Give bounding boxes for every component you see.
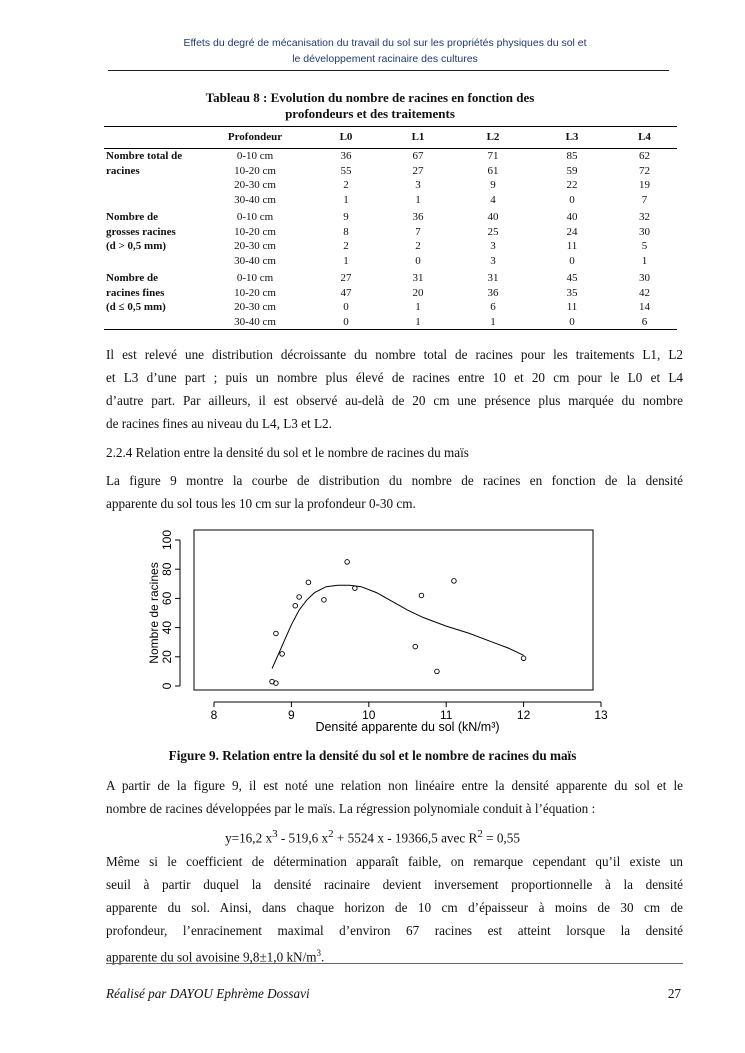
value-cell: 40 — [487, 211, 499, 223]
table-row — [104, 268, 677, 286]
value-cell: 20 — [412, 286, 424, 299]
value-cell: 8 — [343, 225, 349, 238]
group-label: (d ≤ 0,5 mm) — [106, 301, 166, 313]
value-cell: 36 — [340, 150, 352, 162]
value-cell: 1 — [415, 301, 421, 313]
group-label: Nombre total de — [106, 150, 183, 162]
value-cell: 67 — [412, 150, 424, 162]
table-group-total — [104, 149, 677, 208]
text-line: de racines fines au niveau du L4, L3 et L2. — [106, 416, 332, 431]
table-group-fine — [104, 268, 677, 330]
value-cell: 0 — [310, 315, 382, 330]
data-point — [297, 595, 302, 600]
value-cell: 3 — [490, 254, 496, 267]
x-axis-label: Densité apparente du sol (kN/m³) — [315, 720, 500, 734]
value-cell: 3 — [415, 179, 421, 191]
value-cell: 35 — [566, 286, 578, 299]
depth-cell: 30-40 cm — [234, 254, 276, 267]
depth-cell: 10-20 cm — [234, 286, 276, 299]
data-point — [413, 644, 418, 649]
text-line: apparente du sol tous les 10 cm sur la profondeur 0-30 cm. — [106, 496, 416, 511]
value-cell: 40 — [566, 211, 578, 223]
table-row — [104, 225, 677, 240]
value-cell: 14 — [639, 301, 650, 313]
data-point — [306, 580, 311, 585]
value-cell: 2 — [343, 240, 349, 252]
table-row — [104, 164, 677, 179]
y-tick-label: 20 — [160, 650, 174, 664]
column-header: Profondeur — [200, 127, 310, 149]
depth-cell: 30-40 cm — [200, 315, 310, 330]
value-cell: 61 — [487, 164, 499, 177]
value-cell: 85 — [566, 150, 578, 162]
value-cell: 7 — [641, 193, 648, 206]
value-cell: 2 — [343, 179, 349, 191]
text-line: apparente du sol avoisine 9,8±1,0 $kN/m^3$. — [106, 948, 325, 965]
value-cell: 32 — [639, 211, 650, 223]
value-cell: 11 — [566, 240, 578, 252]
value-cell: 4 — [490, 193, 496, 206]
value-cell: 62 — [639, 150, 650, 162]
table-title-line-1: Tableau 8 : Evolution du nombre de racines en fonction des — [205, 90, 535, 105]
depth-cell: 0-10 cm — [236, 150, 274, 162]
x-tick-label: 10 — [362, 708, 376, 722]
density-roots-chart — [148, 522, 618, 737]
depth-cell: 20-30 cm — [234, 240, 276, 252]
value-cell: 3 — [490, 240, 496, 252]
value-cell: 1 — [343, 193, 349, 206]
paragraph-3 — [106, 774, 683, 820]
column-header: L0 — [310, 127, 382, 149]
paragraph-2 — [106, 469, 683, 515]
page-header — [100, 35, 670, 67]
table-row — [104, 193, 677, 208]
x-tick-label: 9 — [288, 708, 295, 722]
value-cell: 1 — [382, 315, 454, 330]
value-cell: 9 — [490, 179, 496, 191]
text-line: apparente du sol. Ainsi, dans chaque horizon de 10 cm d’épaisseur à moins de 30 cm de — [106, 900, 683, 915]
paragraph-4 — [106, 850, 683, 968]
value-cell: 9 — [343, 211, 349, 223]
value-cell: 24 — [566, 225, 578, 238]
group-label: Nombre de — [106, 272, 159, 284]
table-group-coarse — [104, 207, 677, 268]
value-cell: 1 — [343, 254, 349, 267]
data-point — [345, 560, 350, 565]
value-cell: 22 — [566, 179, 578, 191]
data-point — [435, 669, 440, 674]
value-cell: 0 — [415, 254, 421, 267]
regression-curve — [272, 585, 523, 668]
header-line-2: le développement racinaire des cultures — [292, 53, 478, 65]
text-line: Il est relevé une distribution décroissante du nombre total de racines pour les traitements L1, L2 — [106, 347, 683, 362]
y-tick-label: 100 — [160, 529, 174, 551]
group-label: Nombre de — [106, 211, 159, 223]
text-line: Même si le coefficient de détermination apparaît faible, on remarque cependant qu’il existe un — [106, 854, 683, 869]
plot-frame — [194, 530, 593, 690]
value-cell: 36 — [412, 211, 424, 223]
value-cell: 31 — [487, 272, 499, 284]
value-cell: 36 — [487, 286, 499, 299]
y-axis-label: Nombre de racines — [148, 562, 161, 664]
group-label: racines — [106, 164, 140, 177]
regression-equation: y=16,2 $x^3 - 519,6$ $x^2 + 5524$ x - 19366,5 avec $R^2 = 0,55$ — [225, 828, 520, 846]
value-cell: 30 — [639, 225, 650, 238]
value-cell: 6 — [612, 315, 677, 330]
table-row — [104, 300, 677, 315]
data-point — [419, 593, 424, 598]
table-header-row — [104, 127, 677, 149]
data-point — [521, 656, 526, 661]
value-cell: 42 — [639, 286, 650, 299]
paragraph-1 — [106, 343, 683, 435]
value-cell: 0 — [532, 315, 612, 330]
y-tick-label: 0 — [160, 682, 174, 690]
value-cell: 11 — [566, 301, 578, 313]
text-line: d’autre part. Par ailleurs, il est observé au-delà de 20 cm une présence plus marquée du nombre — [106, 393, 683, 408]
column-header: L4 — [612, 127, 677, 149]
value-cell: 71 — [487, 150, 499, 162]
value-cell: 27 — [412, 164, 424, 177]
table-title — [150, 90, 590, 122]
table-row — [104, 286, 677, 301]
data-point — [293, 603, 298, 608]
value-cell: 59 — [566, 164, 578, 177]
depth-cell: 20-30 cm — [234, 301, 276, 313]
value-cell: 19 — [639, 179, 650, 191]
group-label: (d > 0,5 mm) — [106, 240, 167, 252]
data-point — [353, 586, 358, 591]
value-cell: 1 — [641, 254, 648, 267]
depth-cell: 0-10 cm — [236, 272, 274, 284]
value-cell: 25 — [487, 225, 499, 238]
depth-cell: 30-40 cm — [234, 193, 276, 206]
table-row — [104, 254, 677, 269]
value-cell: 1 — [454, 315, 532, 330]
data-point — [322, 598, 327, 603]
text-line: A partir de la figure 9, il est noté une relation non linéaire entre la densité apparente du sol et le — [106, 778, 683, 793]
data-point — [452, 579, 457, 584]
text-line: profondeur, l’enracinement maximal d’environ 67 racines est atteint lorsque la densité — [106, 923, 683, 938]
footer-rule — [106, 963, 683, 964]
page-number: 27 — [667, 986, 681, 1001]
y-tick-label: 80 — [160, 562, 174, 576]
depth-cell: 0-10 cm — [236, 211, 274, 223]
value-cell: 55 — [340, 164, 352, 177]
header-rule — [108, 70, 669, 71]
table-row — [104, 207, 677, 225]
value-cell: 72 — [639, 164, 650, 177]
figure-9 — [148, 522, 618, 737]
text-line: seuil à partir duquel la densité racinaire devient inversement proportionnelle à la densité — [106, 877, 683, 892]
value-cell: 27 — [340, 272, 352, 284]
data-point — [274, 631, 279, 636]
table-row — [104, 315, 677, 330]
group-label: grosses racines — [106, 225, 176, 238]
value-cell: 7 — [415, 225, 421, 238]
value-cell: 30 — [639, 272, 650, 284]
column-header: L3 — [532, 127, 612, 149]
group-label: racines fines — [106, 286, 165, 299]
figure-caption: Figure 9. Relation entre la densité du sol et le nombre de racines du maïs — [168, 748, 577, 763]
table-title-line-2: profondeurs et des traitements — [285, 106, 455, 121]
text-line: nombre de racines développées par le maïs. La régression polynomiale conduit à l’équation : — [106, 801, 596, 816]
x-tick-label: 8 — [210, 708, 218, 722]
text-line: La figure 9 montre la courbe de distribution du nombre de racines en fonction de la densité — [106, 473, 683, 488]
value-cell: 0 — [569, 193, 575, 206]
y-tick-label: 60 — [160, 591, 174, 606]
column-header: L2 — [454, 127, 532, 149]
value-cell: 5 — [641, 240, 648, 252]
depth-cell: 20-30 cm — [234, 179, 276, 191]
value-cell: 31 — [412, 272, 424, 284]
depth-cell: 10-20 cm — [234, 225, 276, 238]
value-cell: 1 — [415, 193, 421, 206]
text-line: et L3 d’une part ; puis un nombre plus élevé de racines entre 10 et 20 cm pour le L0 et L4 — [106, 370, 683, 385]
value-cell: 2 — [415, 240, 421, 252]
y-tick-label: 40 — [160, 620, 174, 635]
table-row — [104, 149, 677, 164]
value-cell: 0 — [569, 254, 575, 267]
footer-author: Réalisé par DAYOU Ephrème Dossavi — [106, 986, 310, 1001]
value-cell: 45 — [566, 272, 578, 284]
depth-cell: 10-20 cm — [234, 164, 276, 177]
column-header: L1 — [382, 127, 454, 149]
data-point — [280, 652, 285, 657]
x-tick-label: 13 — [594, 708, 608, 722]
value-cell: 0 — [343, 301, 349, 313]
x-tick-label: 11 — [439, 708, 453, 722]
x-tick-label: 12 — [516, 708, 531, 722]
header-line-1: Effets du degré de mécanisation du travail du sol sur les propriétés physiques du sol et — [183, 37, 587, 49]
table-row — [104, 178, 677, 193]
roots-table — [104, 126, 677, 330]
table-row — [104, 239, 677, 254]
value-cell: 6 — [490, 301, 496, 313]
value-cell: 47 — [340, 286, 352, 299]
section-heading: 2.2.4 Relation entre la densité du sol et le nombre de racines du maïs — [106, 445, 469, 460]
